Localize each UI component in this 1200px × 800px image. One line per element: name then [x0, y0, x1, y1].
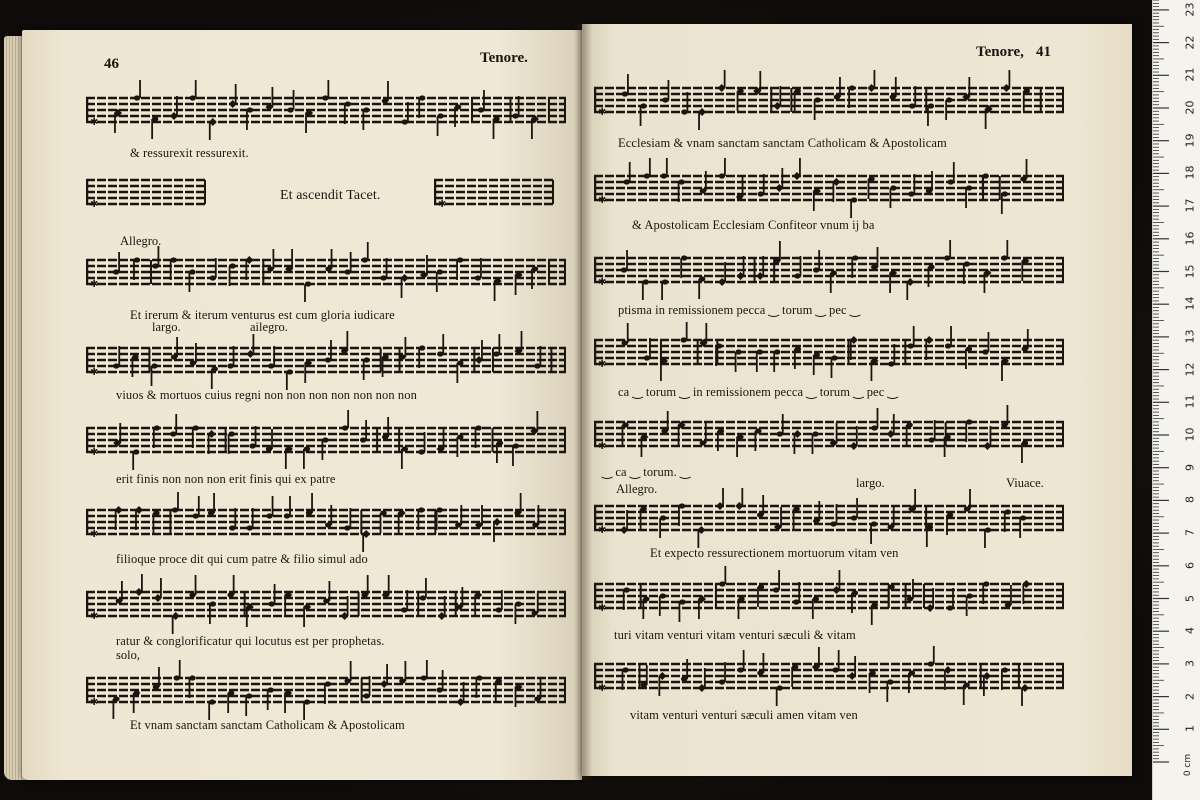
left-staff-7	[86, 574, 566, 634]
svg-text:✱: ✱	[598, 277, 607, 288]
svg-text:✱: ✱	[438, 199, 447, 210]
left-staff-1	[86, 80, 566, 140]
left-tempo-4a: largo.	[152, 320, 181, 334]
left-voice-label: Tenore.	[480, 50, 528, 66]
ruler-number-label: 6	[1183, 561, 1197, 569]
svg-text:✱: ✱	[90, 529, 99, 540]
ruler-number-label: 8	[1183, 496, 1197, 504]
left-lyrics-5: erit finis non non non erit finis qui ex patre	[116, 472, 336, 486]
right-tempo-6a: Allegro.	[616, 482, 658, 496]
svg-text:✱: ✱	[90, 611, 99, 622]
ruler-number-label: 20	[1183, 100, 1197, 115]
right-lyrics-7: turi vitam venturi vitam venturi sæculi & vitam	[614, 628, 856, 642]
right-staff-2	[594, 158, 1064, 218]
svg-text:✱: ✱	[90, 199, 99, 210]
right-page	[582, 24, 1132, 776]
right-tempo-6c: Viuace.	[1006, 476, 1044, 490]
ruler-number-label: 21	[1183, 67, 1197, 82]
ruler-number-label: 7	[1183, 529, 1197, 537]
left-lyrics-3: Et irerum & iterum venturus est cum gloria iudicare	[130, 308, 395, 322]
svg-text:✱: ✱	[598, 441, 607, 452]
left-staff-5	[86, 410, 566, 470]
left-lyrics-1: & ressurexit ressurexit.	[130, 146, 249, 160]
left-lyrics-8: Et vnam sanctam sanctam Catholicam & Apostolicam	[130, 718, 405, 732]
right-lyrics-1: Ecclesiam & vnam sanctam sanctam Catholicam & Apostolicam	[618, 136, 947, 150]
left-staff-2b	[434, 172, 554, 220]
left-staff-8	[86, 660, 566, 720]
ruler-number-label: 23	[1183, 2, 1197, 17]
right-staff-5	[594, 404, 1064, 464]
right-lyrics-4: ca ‿ torum ‿ in remissionem pecca ‿ torum ‿ pec ‿	[618, 385, 898, 399]
right-staff-1	[594, 70, 1064, 130]
right-lyrics-8: vitam venturi venturi sæculi amen vitam ven	[630, 708, 858, 722]
measuring-ruler	[1152, 0, 1200, 800]
ruler-number-label: 1	[1183, 725, 1197, 733]
right-lyrics-2: & Apostolicam Ecclesiam Confiteor vnum ij ba	[632, 218, 875, 232]
right-lyrics-6: Et expecto ressurectionem mortuorum vitam ven	[650, 546, 899, 560]
left-tempo-3: Allegro.	[120, 234, 162, 248]
ruler-number-label: 3	[1183, 659, 1197, 667]
svg-text:✱: ✱	[598, 525, 607, 536]
left-page-number: 46	[104, 56, 119, 72]
ruler-number-label: 13	[1183, 329, 1197, 344]
ruler-number-label: 17	[1183, 198, 1197, 213]
right-lyrics-5: ‿ ca ‿ torum. ‿	[602, 465, 691, 479]
right-lyrics-3: ptisma in remissionem pecca ‿ torum ‿ pec ‿	[618, 303, 861, 317]
left-page	[22, 30, 582, 780]
left-staff-2a	[86, 172, 206, 220]
right-staff-6	[594, 488, 1064, 548]
right-staff-8	[594, 646, 1064, 706]
ruler-number-label: 5	[1183, 594, 1197, 602]
svg-text:✱: ✱	[90, 447, 99, 458]
left-lyrics-4: viuos & mortuos cuius regni non non non non non non non	[116, 388, 417, 402]
svg-text:✱: ✱	[598, 195, 607, 206]
ruler-number-label: 12	[1183, 362, 1197, 377]
right-staff-3	[594, 240, 1064, 300]
svg-text:✱: ✱	[598, 603, 607, 614]
left-tempo-4b: ailegro.	[250, 320, 288, 334]
ruler-number-label: 19	[1183, 133, 1197, 148]
svg-text:✱: ✱	[90, 697, 99, 708]
ruler-number-label: 10	[1183, 427, 1197, 442]
ruler-number-label: 14	[1183, 296, 1197, 311]
left-lyrics-6: filioque proce dit qui cum patre & filio simul ado	[116, 552, 368, 566]
right-staff-4	[594, 322, 1064, 382]
ruler-number-label: 15	[1183, 264, 1197, 278]
left-lyrics-7: ratur & conglorificatur qui locutus est per prophetas.	[116, 634, 385, 648]
ruler-number-label: 11	[1183, 394, 1197, 409]
svg-text:✱: ✱	[598, 107, 607, 118]
svg-text:✱: ✱	[598, 683, 607, 694]
left-lyrics-2: Et ascendit Tacet.	[280, 188, 381, 203]
ruler-number-label: 22	[1183, 35, 1197, 50]
svg-text:✱: ✱	[90, 279, 99, 290]
right-staff-7	[594, 566, 1064, 626]
left-staff-3	[86, 242, 566, 302]
ruler-number-label: 16	[1183, 231, 1197, 246]
right-page-number: 41	[1036, 44, 1051, 60]
book-gutter	[574, 24, 592, 780]
left-staff-4	[86, 330, 566, 390]
ruler-unit-label: 0 cm	[1182, 753, 1193, 777]
svg-text:✱: ✱	[90, 117, 99, 128]
left-tempo-8: solo,	[116, 648, 140, 662]
ruler-number-label: 18	[1183, 165, 1197, 180]
right-voice-label: Tenore,	[976, 44, 1024, 60]
ruler-number-label: 4	[1183, 627, 1197, 635]
svg-text:✱: ✱	[90, 367, 99, 378]
ruler-number-label: 2	[1183, 692, 1197, 700]
svg-text:✱: ✱	[598, 359, 607, 370]
right-tempo-6b: largo.	[856, 476, 885, 490]
left-staff-6	[86, 492, 566, 552]
ruler-number-label: 9	[1183, 463, 1197, 471]
